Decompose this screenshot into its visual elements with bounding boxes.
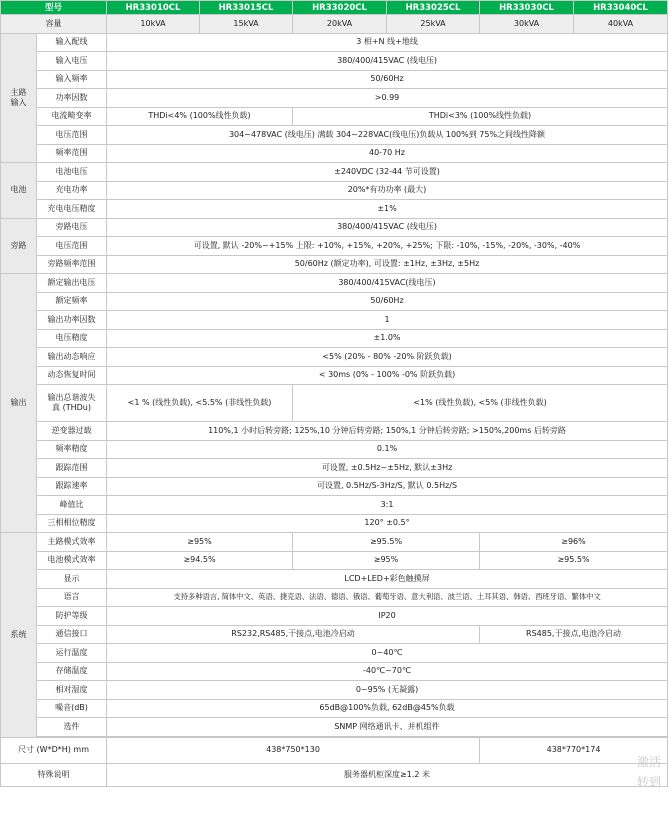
row-value: ≥96% [480,533,668,552]
row-value: 3 相+N 线+地线 [107,33,668,52]
table-row [1,607,668,626]
table-row [1,385,668,422]
row-value: RS485,干接点,电池冷启动 [480,625,668,644]
row-label: 充电功率 [37,181,107,200]
table-row [1,237,668,256]
row-label: 防护等级 [37,607,107,626]
row-value: 20%*有功功率 (最大) [107,181,668,200]
row-label: 输出动态响应 [37,348,107,367]
row-label: 旁路频率范围 [37,255,107,274]
table-row [1,274,668,293]
table-row [1,718,668,737]
table-row [1,625,668,644]
model-name: HR33015CL [200,1,293,15]
row-label: 尺寸 (W*D*H) mm [1,737,107,763]
model-name: HR33010CL [107,1,200,15]
table-row [1,348,668,367]
row-label-line: 真 (THDu) [52,403,91,412]
table-row [1,737,668,763]
table-row [1,329,668,348]
table-row [1,126,668,145]
table-row [1,200,668,219]
table-row [1,89,668,108]
model-name: HR33025CL [387,1,480,15]
row-value: RS232,RS485,干接点,电池冷启动 [107,625,480,644]
row-label: 逆变器过载 [37,422,107,441]
capacity-value: 40kVA [574,15,668,34]
capacity-value: 25kVA [387,15,480,34]
row-label: 主路模式效率 [37,533,107,552]
table-row [1,699,668,718]
capacity-value: 10kVA [107,15,200,34]
row-label: 通信接口 [37,625,107,644]
capacity-value: 15kVA [200,15,293,34]
row-label-thdu [37,385,107,422]
row-value: 438*770*174 [480,737,668,763]
row-label: 电压范围 [37,126,107,145]
table-row [1,459,668,478]
row-value: 120° ±0.5° [107,514,668,533]
table-row [1,33,668,52]
table-row [1,662,668,681]
row-label: 存储温度 [37,662,107,681]
table-row [1,644,668,663]
row-label: 电池电压 [37,163,107,182]
row-label: 峰值比 [37,496,107,515]
row-label: 语言 [37,588,107,607]
row-value: ≥94.5% [107,551,293,570]
table-row [1,366,668,385]
row-value: ≥95% [107,533,293,552]
watermark-line: 转到 [637,775,662,789]
row-value: THDi<3% (100%线性负载) [293,107,668,126]
row-value: 380/400/415VAC (线电压) [107,52,668,71]
model-name: HR33030CL [480,1,574,15]
table-row [1,422,668,441]
section-label-output: 输出 [1,274,37,533]
row-value: <1 % (线性负载), <5.5% (非线性负载) [107,385,293,422]
row-value: 110%,1 小时后转旁路; 125%,10 分钟后转旁路; 150%,1 分钟后转旁路; >150%,200ms 后转旁路 [107,422,668,441]
row-label: 输入频率 [37,70,107,89]
row-value: 50/60Hz (额定功率), 可设置: ±1Hz, ±3Hz, ±5Hz [107,255,668,274]
row-value: ±240VDC (32-44 节可设置) [107,163,668,182]
row-label: 额定输出电压 [37,274,107,293]
row-value: 服务器机柜深度≥1.2 米 [107,763,668,786]
watermark [637,752,669,796]
model-name: HR33020CL [293,1,387,15]
row-value: ≥95.5% [480,551,668,570]
row-value: 0~40℃ [107,644,668,663]
row-label: 电压精度 [37,329,107,348]
row-value: 304~478VAC (线电压) 满载 304~228VAC(线电压)负载从 100%到 75%之间线性降额 [107,126,668,145]
capacity-value: 30kVA [480,15,574,34]
row-value: -40℃~70℃ [107,662,668,681]
table-row [1,496,668,515]
row-value: ≥95.5% [293,533,480,552]
row-value: ±1% [107,200,668,219]
row-label-line: 输出总谐波失 [47,393,96,402]
row-value: 可设置, ±0.5Hz~±5Hz, 默认±3Hz [107,459,668,478]
table-row [1,218,668,237]
table-row [1,70,668,89]
row-value: 可设置, 默认 -20%~+15% 上限: +10%, +15%, +20%, +25%; 下限: -10%, -15%, -20%, -30%, -40% [107,237,668,256]
table-row [1,440,668,459]
table-row [1,763,668,786]
header-row [1,1,668,15]
table-row [1,52,668,71]
row-label: 运行温度 [37,644,107,663]
row-label: 输入电压 [37,52,107,71]
row-value: ≥95% [293,551,480,570]
row-value: 380/400/415VAC(线电压) [107,274,668,293]
table-row [1,681,668,700]
row-label: 动态恢复时间 [37,366,107,385]
row-value: 1 [107,311,668,330]
row-label: 频率精度 [37,440,107,459]
row-value: 65dB@100%负载, 62dB@45%负载 [107,699,668,718]
model-name: HR33040CL [574,1,668,15]
row-label: 跟踪范围 [37,459,107,478]
table-row [1,551,668,570]
table-row [1,570,668,589]
row-label: 显示 [37,570,107,589]
table-row [1,477,668,496]
capacity-label: 容量 [1,15,107,34]
table-row [1,144,668,163]
watermark-line: 激活 [637,755,662,769]
row-value: 可设置, 0.5Hz/S-3Hz/S, 默认 0.5Hz/S [107,477,668,496]
row-value: 50/60Hz [107,292,668,311]
table-row [1,533,668,552]
table-row [1,107,668,126]
table-row [1,588,668,607]
row-label: 频率范围 [37,144,107,163]
table-row [1,514,668,533]
row-value: >0.99 [107,89,668,108]
row-label: 充电电压精度 [37,200,107,219]
row-label: 相对湿度 [37,681,107,700]
model-label: 型号 [1,1,107,15]
row-value: SNMP 网络通讯卡、并机组件 [107,718,668,737]
section-label-battery: 电池 [1,163,37,219]
row-value: 40-70 Hz [107,144,668,163]
row-label: 电流畸变率 [37,107,107,126]
table-row [1,311,668,330]
row-label: 输出功率因数 [37,311,107,330]
row-value: <5% (20% - 80% -20% 阶跃负载) [107,348,668,367]
row-label: 旁路电压 [37,218,107,237]
row-value: 0.1% [107,440,668,459]
row-label: 功率因数 [37,89,107,108]
table-row [1,255,668,274]
table-row [1,163,668,182]
capacity-row [1,15,668,34]
row-value: 380/400/415VAC (线电压) [107,218,668,237]
row-label: 额定频率 [37,292,107,311]
table-row [1,181,668,200]
row-label: 电池模式效率 [37,551,107,570]
row-value: ±1.0% [107,329,668,348]
row-value: 0~95% (无凝露) [107,681,668,700]
row-label: 噪音(dB) [37,699,107,718]
row-value: 支持多种语言, 简体中文、英语、捷克语、法语、德语、俄语、葡萄牙语、意大利语、波兰语、土耳其语、韩语、西班牙语、繁体中文 [107,588,668,607]
row-value: THDi<4% (100%线性负载) [107,107,293,126]
row-label: 输入配线 [37,33,107,52]
row-value: <1% (线性负载), <5% (非线性负载) [293,385,668,422]
row-value: < 30ms (0% - 100% -0% 阶跃负载) [107,366,668,385]
row-value: LCD+LED+彩色触摸屏 [107,570,668,589]
section-label-bypass: 旁路 [1,218,37,274]
row-label: 电压范围 [37,237,107,256]
row-value: 3:1 [107,496,668,515]
row-value: IP20 [107,607,668,626]
row-value: 438*750*130 [107,737,480,763]
section-label-system: 系统 [1,533,37,738]
row-label: 三相相位精度 [37,514,107,533]
row-label: 跟踪速率 [37,477,107,496]
capacity-value: 20kVA [293,15,387,34]
row-label: 选件 [37,718,107,737]
table-row [1,292,668,311]
section-label-main-input: 主路 输入 [1,33,37,163]
row-label: 特殊说明 [1,763,107,786]
row-value: 50/60Hz [107,70,668,89]
